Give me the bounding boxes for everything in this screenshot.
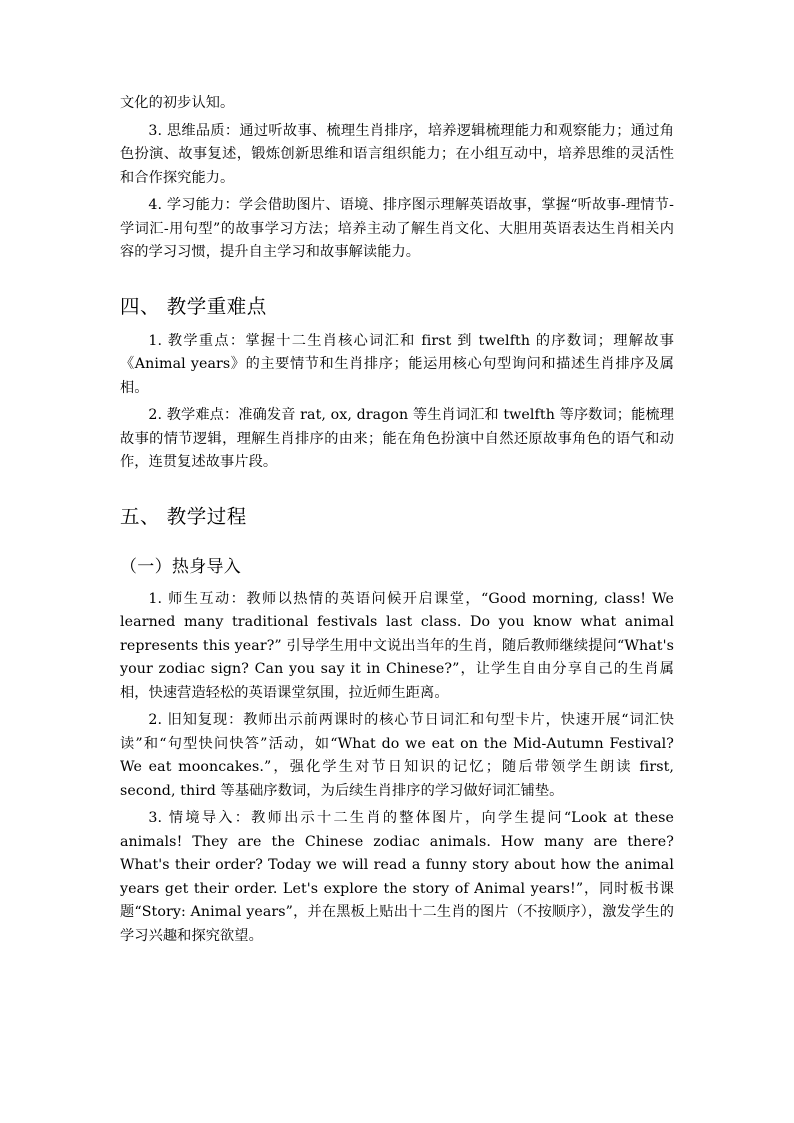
paragraph-lead-in: 3. 情境导入：教师出示十二生肖的整体图片，向学生提问“Look at these animals! They are the Chinese zodiac animals. How many are there? What's their order? Today we will read a funny story about how the animal years get their order. Let's explore the story of Animal years!”，同时板书课题“Story: Animal years”，并在黑板上贴出十二生肖的图片（不按顺序），激发学生的学习兴趣和探究欲望。 — [120, 810, 674, 944]
paragraph-teaching-focus: 1. 教学重点：掌握十二生肖核心词汇和 first 到 twelfth 的序数词；理解故事《Animal years》的主要情节和生肖排序；能运用核心句型询问和描述生肖排序及属相。 — [120, 332, 674, 396]
heading-warm-up: （一）热身导入 — [120, 556, 242, 577]
heading-key-points: 四、 教学重难点 — [120, 294, 267, 318]
paragraph-culture-end: 文化的初步认知。 — [120, 95, 235, 111]
paragraph-review: 2. 旧知复现：教师出示前两课时的核心节日词汇和句型卡片，快速开展“词汇快读”和“句型快问快答”活动，如“What do we eat on the Mid-Autumn Festival? We eat mooncakes.”，强化学生对节日知识的记忆；随后带领学生朗读 first, second, third 等基础序数词，为后续生肖排序的学习做好词汇铺垫。 — [120, 712, 674, 799]
paragraph-thinking-quality: 3. 思维品质：通过听故事、梳理生肖排序，培养逻辑梳理能力和观察能力；通过角色扮演、故事复述，锻炼创新思维和语言组织能力；在小组互动中，培养思维的灵活性和合作探究能力。 — [120, 122, 674, 186]
paragraph-interaction: 1. 师生互动：教师以热情的英语问候开启课堂，“Good morning, class! We learned many traditional festivals last class. Do you know what animal represents this year?” 引导学生用中文说出当年的生肖，随后教师继续提问“What's your zodiac sign? Can you say it in Chinese?”，让学生自由分享自己的生肖属相，快速营造轻松的英语课堂氛围，拉近师生距离。 — [120, 590, 674, 701]
heading-teaching-process: 五、 教学过程 — [120, 504, 247, 528]
paragraph-learning-ability: 4. 学习能力：学会借助图片、语境、排序图示理解英语故事，掌握“听故事-理情节-学词汇-用句型”的故事学习方法；培养主动了解生肖文化、大胆用英语表达生肖相关内容的学习习惯，提升自主学习和故事解读能力。 — [120, 197, 674, 260]
paragraph-teaching-difficulty: 2. 教学难点：准确发音 rat, ox, dragon 等生肖词汇和 twelfth 等序数词；能梳理故事的情节逻辑，理解生肖排序的由来；能在角色扮演中自然还原故事角色的语气和动作，连贯复述故事片段。 — [120, 407, 674, 470]
